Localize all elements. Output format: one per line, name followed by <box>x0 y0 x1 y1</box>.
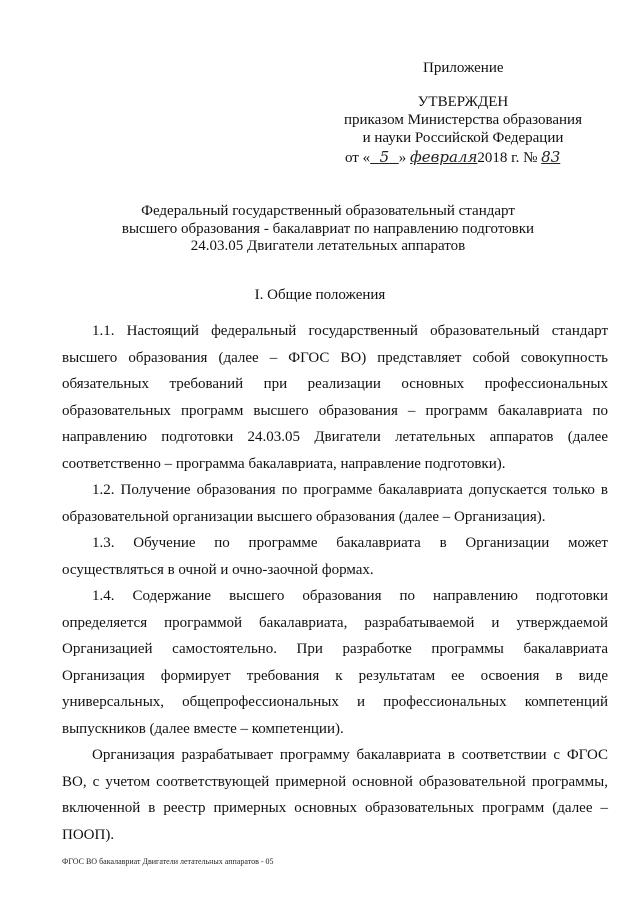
paragraph: 1.1. Настоящий федеральный государственный образовательный стандарт высшего образования (далее – ФГОС ВО) представляет собой совокупность обязательных требований при реализации основных профессиональных образовательных программ высшего образования – программ бакалавриата по направлению подготовки 24.03.05 Двигатели летательных аппаратов (далее соответственно – программа бакалавриата, направление подготовки). <box>62 323 608 472</box>
paragraph: 1.2. Получение образования по программе бакалавриата допускается только в образовательной организации высшего образования (далее – Организация). <box>62 482 608 525</box>
paragraph: 1.4. Содержание высшего образования по направлению подготовки определяется программой бакалавриата, разрабатываемой и утверждаемой Организацией самостоятельно. При разработке программы бакалавриата Организация формирует требования к результатам ее освоения в виде универсальных, общепрофессиональных и профессиональных компетенций выпускников (далее вместе – компетенции). <box>62 588 608 737</box>
date-mid: » <box>398 150 407 166</box>
paragraph: Организация разрабатывает программу бакалавриата в соответствии с ФГОС ВО, с учетом соответствующей примерной основной образовательной программы, включенной в реестр примерных основных образовательных программ (далее – ПООП). <box>62 747 608 843</box>
order-date-line <box>345 148 560 167</box>
approval-block <box>333 93 593 147</box>
order-number: 83 <box>541 148 561 166</box>
section-body <box>62 318 608 848</box>
date-day: 5 <box>379 148 390 166</box>
title-line-1: Федеральный государственный образовательный стандарт <box>141 203 515 219</box>
date-month: февраля <box>410 148 478 166</box>
date-year: 2018 г. № <box>477 150 538 166</box>
section-heading: I. Общие положения <box>254 287 386 303</box>
order-line-2: и науки Российской Федерации <box>362 130 564 146</box>
order-line-1: приказом Министерства образования <box>344 112 582 128</box>
page-footer: ФГОС ВО бакалавриат Двигатели летательных аппаратов - 05 <box>62 857 274 866</box>
paragraph: 1.3. Обучение по программе бакалавриата в Организации может осуществляться в очной и очно-заочной формах. <box>62 535 608 578</box>
date-prefix: от « <box>345 150 371 166</box>
appendix-label: Приложение <box>423 60 504 76</box>
title-line-2: высшего образования - бакалавриат по направлению подготовки <box>121 220 535 237</box>
title-line-3: 24.03.05 Двигатели летательных аппаратов <box>190 238 466 254</box>
standard-title <box>60 203 596 256</box>
approved-label: УТВЕРЖДЕН <box>417 94 509 110</box>
